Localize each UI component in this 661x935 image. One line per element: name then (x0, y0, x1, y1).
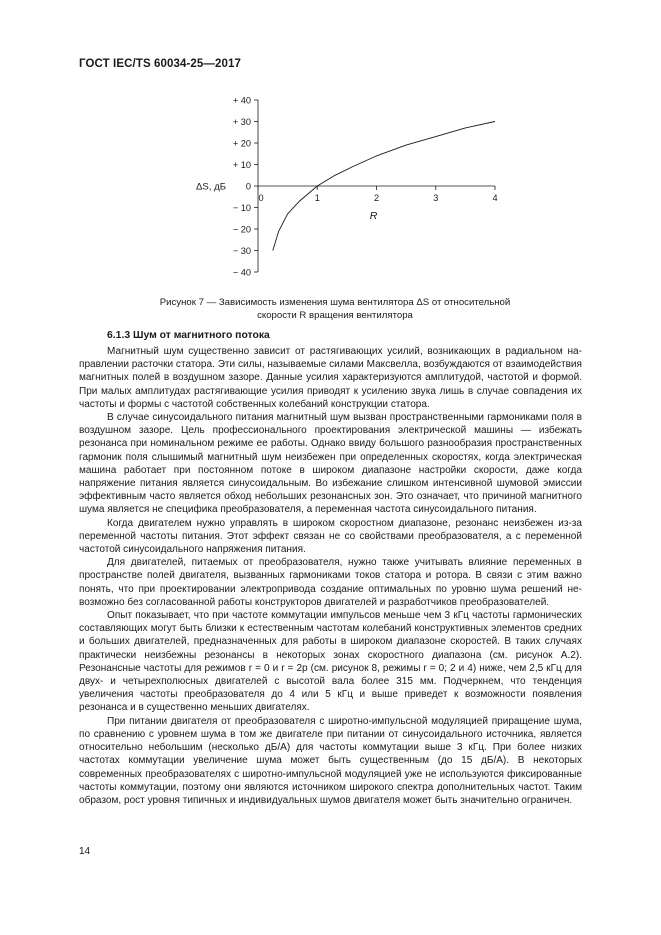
figure-caption (110, 296, 560, 322)
y-tick-label: − 40 (232, 267, 251, 278)
section-title: 6.1.3 Шум от магнитного потока (107, 330, 270, 341)
paragraph: Опыт показывает, что при частоте коммутации импульсов меньше чем 3 кГц частоты гармонических составляющих могут быть близки к естественным частотам колебаний конструктивных элементов средних и больших двигателей, предназначенных для работы в широком диапазоне скоростей. В таких случаях практически неизбежны резонансы в некоторых зонах скоростного диапазона (см. рисунок А.2). Резонансные частоты для режимов r = 0 и r = 2p (см. рисунок 8, режимы r = 0; 2 и 4) ниже, чем 2,5 кГц для двух- и четырехполюсных двигателей с высотой вала более 315 мм. Подчеркнем, что тенденция увеличения частоты преобразователя до 4 или 5 кГц и выше приведет к возможности появления резонанса и в существенно меньших двигателях. (79, 610, 582, 714)
figure-caption-line-2: скорости R вращения вентилятора (257, 310, 413, 321)
paragraph: Магнитный шум существенно зависит от растягивающих усилий, возникающих в радиальном направлении расточки статора. Эти силы, называемые силами Максвелла, возбуждаются от взаимодействия магнитных полей в воздушном зазоре. Данные усилия характеризуются амплитудой, частотой и формой. При малых амплитудах растягивающие усилия приводят к усилению звука лишь в случае совпадения их частоты и формы с частотой собственных колебаний конструкции статора. (79, 346, 582, 410)
y-tick-label: − 20 (232, 224, 251, 235)
x-tick-label: 1 (314, 193, 320, 203)
x-tick-label: 2 (373, 193, 380, 203)
x-axis-label: R (369, 210, 378, 222)
y-tick-label: + 10 (232, 159, 251, 170)
y-tick-label: − 30 (232, 245, 251, 256)
document-header: ГОСТ IEC/TS 60034-25—2017 (79, 58, 241, 70)
page-number: 14 (79, 846, 91, 857)
paragraph: В случае синусоидального питания магнитный шум вызван пространственными гармониками поля в воздушном зазоре. Цель профессионального проектирования электрической машины — избежать резонанса при номинальном режиме ее работы. Однако ввиду большого разнообразия пространственных гармоник поля слышимый магнитный шум неизбежен при определенных скоростях, когда электрическая машина работает при постоянном потоке в широком диапазоне настройки скорости, даже когда напряжение питания является синусоидальным. Во избежание слишком интенсивной шумовой эмиссии эффективным часто является обход небольших резонансных зон. Это означает, что причиной магнитного шума является не специфика преобразователя, а переменная частота синусоидального питания. (79, 412, 582, 516)
noise-vs-speed-chart (0, 0, 661, 300)
y-tick-label: − 10 (232, 202, 251, 213)
x-tick-label: 3 (433, 193, 439, 203)
paragraph: Для двигателей, питаемых от преобразователя, нужно также учитывать влияние переменных в пространстве полей двигателя, вызванных гармониками токов статора и ротора. В связи с этим важно понять, что при проектировании электропривода создание оптимальных по уровню шума решений невозможно без согласованной работы конструкторов двигателей и разработчиков преобразователей. (79, 557, 582, 608)
y-tick-label: + 30 (232, 116, 251, 127)
body-text (79, 345, 582, 807)
paragraph: Когда двигателем нужно управлять в широком скоростном диапазоне, резонанс неизбежен из-за переменной частоты питания. Этот эффект связан не со свойствами преобразователя, а с переменной частотой синусоидального напряжения питания. (79, 517, 582, 556)
y-tick-label: + 40 (232, 95, 251, 106)
paragraph: При питании двигателя от преобразователя с широтно-импульсной модуляцией приращение шума, по сравнению с уровнем шума в том же двигателе при питании от синусоидального источника, является относительно небольшим (несколько дБ/А) для частоты коммутации выше 3 кГц. При более низких частотах коммутации увеличение шума может быть существенным (до 15 дБ/А). В некоторых современных преобразователях с широтно-импульсной модуляцией уже не используются фиксированные частоты коммутации, поэтому они являются источником широкого спектра дополнительных частот. Таким образом, рост уровня типичных и индивидуальных шумов двигателя может быть значительно ограничен. (79, 715, 582, 806)
x-tick-label: 4 (492, 193, 498, 203)
figure-caption-line-1: Рисунок 7 — Зависимость изменения шума вентилятора ΔS от относительной (159, 297, 511, 308)
y-axis-label: ΔS, дБ (196, 181, 227, 193)
y-tick-label: 0 (245, 181, 251, 192)
y-tick-label: + 20 (232, 138, 251, 149)
x-tick-label: 0 (258, 193, 264, 203)
